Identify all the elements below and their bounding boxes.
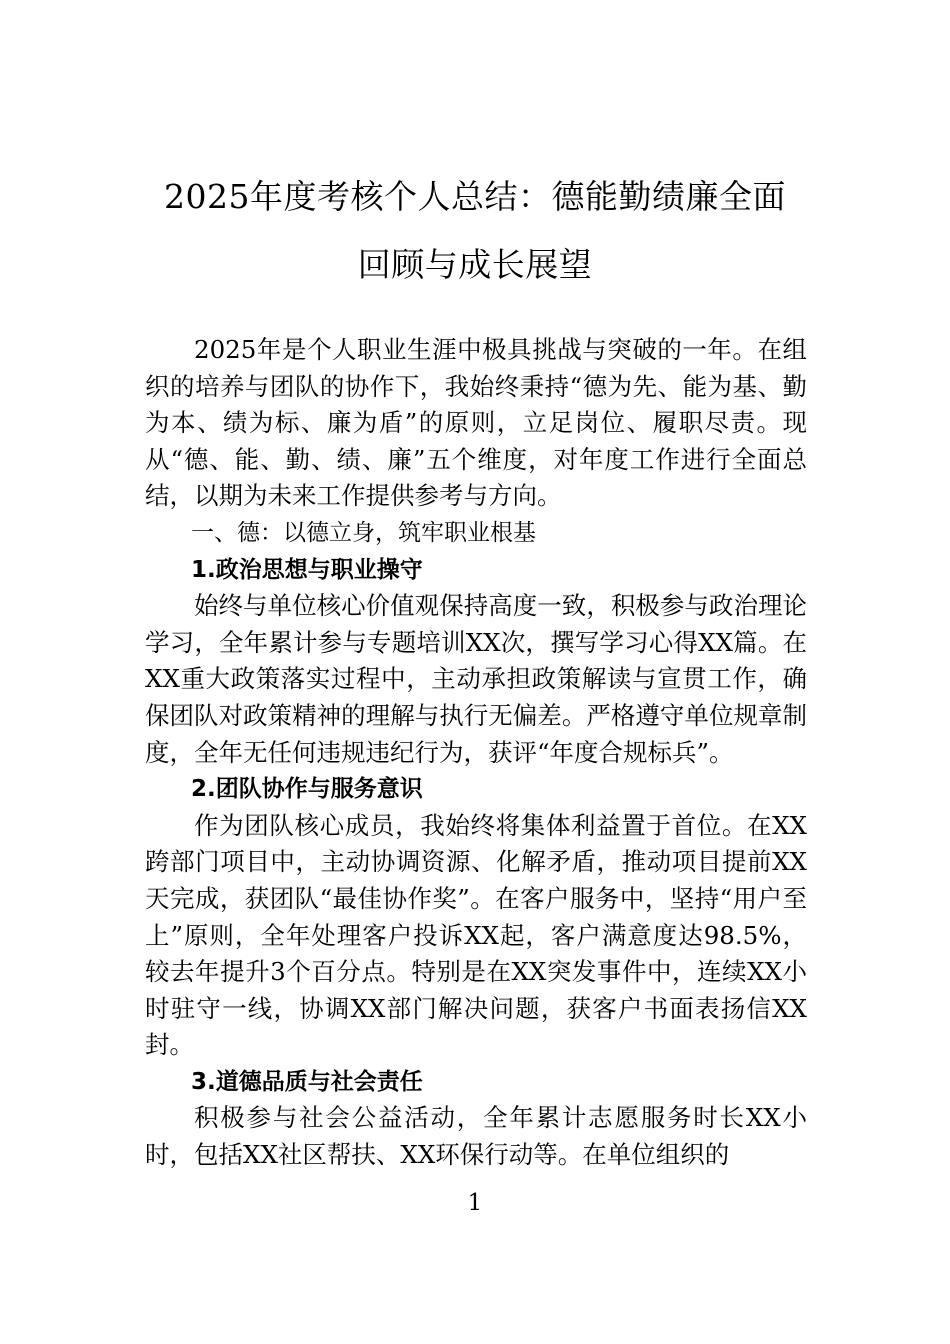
document-title-line-1: 2025年度考核个人总结：德能勤绩廉全面 bbox=[164, 177, 786, 216]
document-body bbox=[145, 332, 807, 1174]
intro-paragraph: 2025年是个人职业生涯中极具挑战与突破的一年。在组织的培养与团队的协作下，我始终秉持“德为先、能为基、勤为本、绩为标、廉为盾”的原则，立足岗位、履职尽责。现从“德、能、勤、绩、廉”五个维度，对年度工作进行全面总结，以期为未来工作提供参考与方向。 bbox=[145, 335, 807, 511]
body-paragraph: 始终与单位核心价值观保持高度一致，积极参与政治理论学习，全年累计参与专题培训XX次，撰写学习心得XX篇。在XX重大政策落实过程中，主动承担政策解读与宣贯工作，确保团队对政策精神的理解与执行无偏差。严格遵守单位规章制度，全年无任何违规违纪行为，获评“年度合规标兵”。 bbox=[145, 591, 807, 767]
body-paragraph: 积极参与社会公益活动，全年累计志愿服务时长XX小时，包括XX社区帮扶、XX环保行动等。在单位组织的 bbox=[145, 1103, 807, 1170]
subheading-political-ethics: 1.政治思想与职业操守 bbox=[191, 556, 423, 583]
section-heading-de: 一、德：以德立身，筑牢职业根基 bbox=[191, 519, 536, 546]
body-paragraph: 作为团队核心成员，我始终将集体利益置于首位。在XX跨部门项目中，主动协调资源、化解矛盾，推动项目提前XX天完成，获团队“最佳协作奖”。在客户服务中，坚持“用户至上”原则，全年处理客户投诉XX起，客户满意度达98.5%，较去年提升3个百分点。特别是在XX突发事件中，连续XX小时驻守一线，协调XX部门解决问题，获客户书面表扬信XX封。 bbox=[145, 810, 807, 1060]
document-title-line-2: 回顾与成长展望 bbox=[357, 245, 593, 284]
subheading-teamwork: 2.团队协作与服务意识 bbox=[191, 776, 423, 803]
subheading-moral-responsibility: 3.道德品质与社会责任 bbox=[191, 1068, 423, 1095]
page-number: 1 bbox=[467, 1190, 483, 1216]
